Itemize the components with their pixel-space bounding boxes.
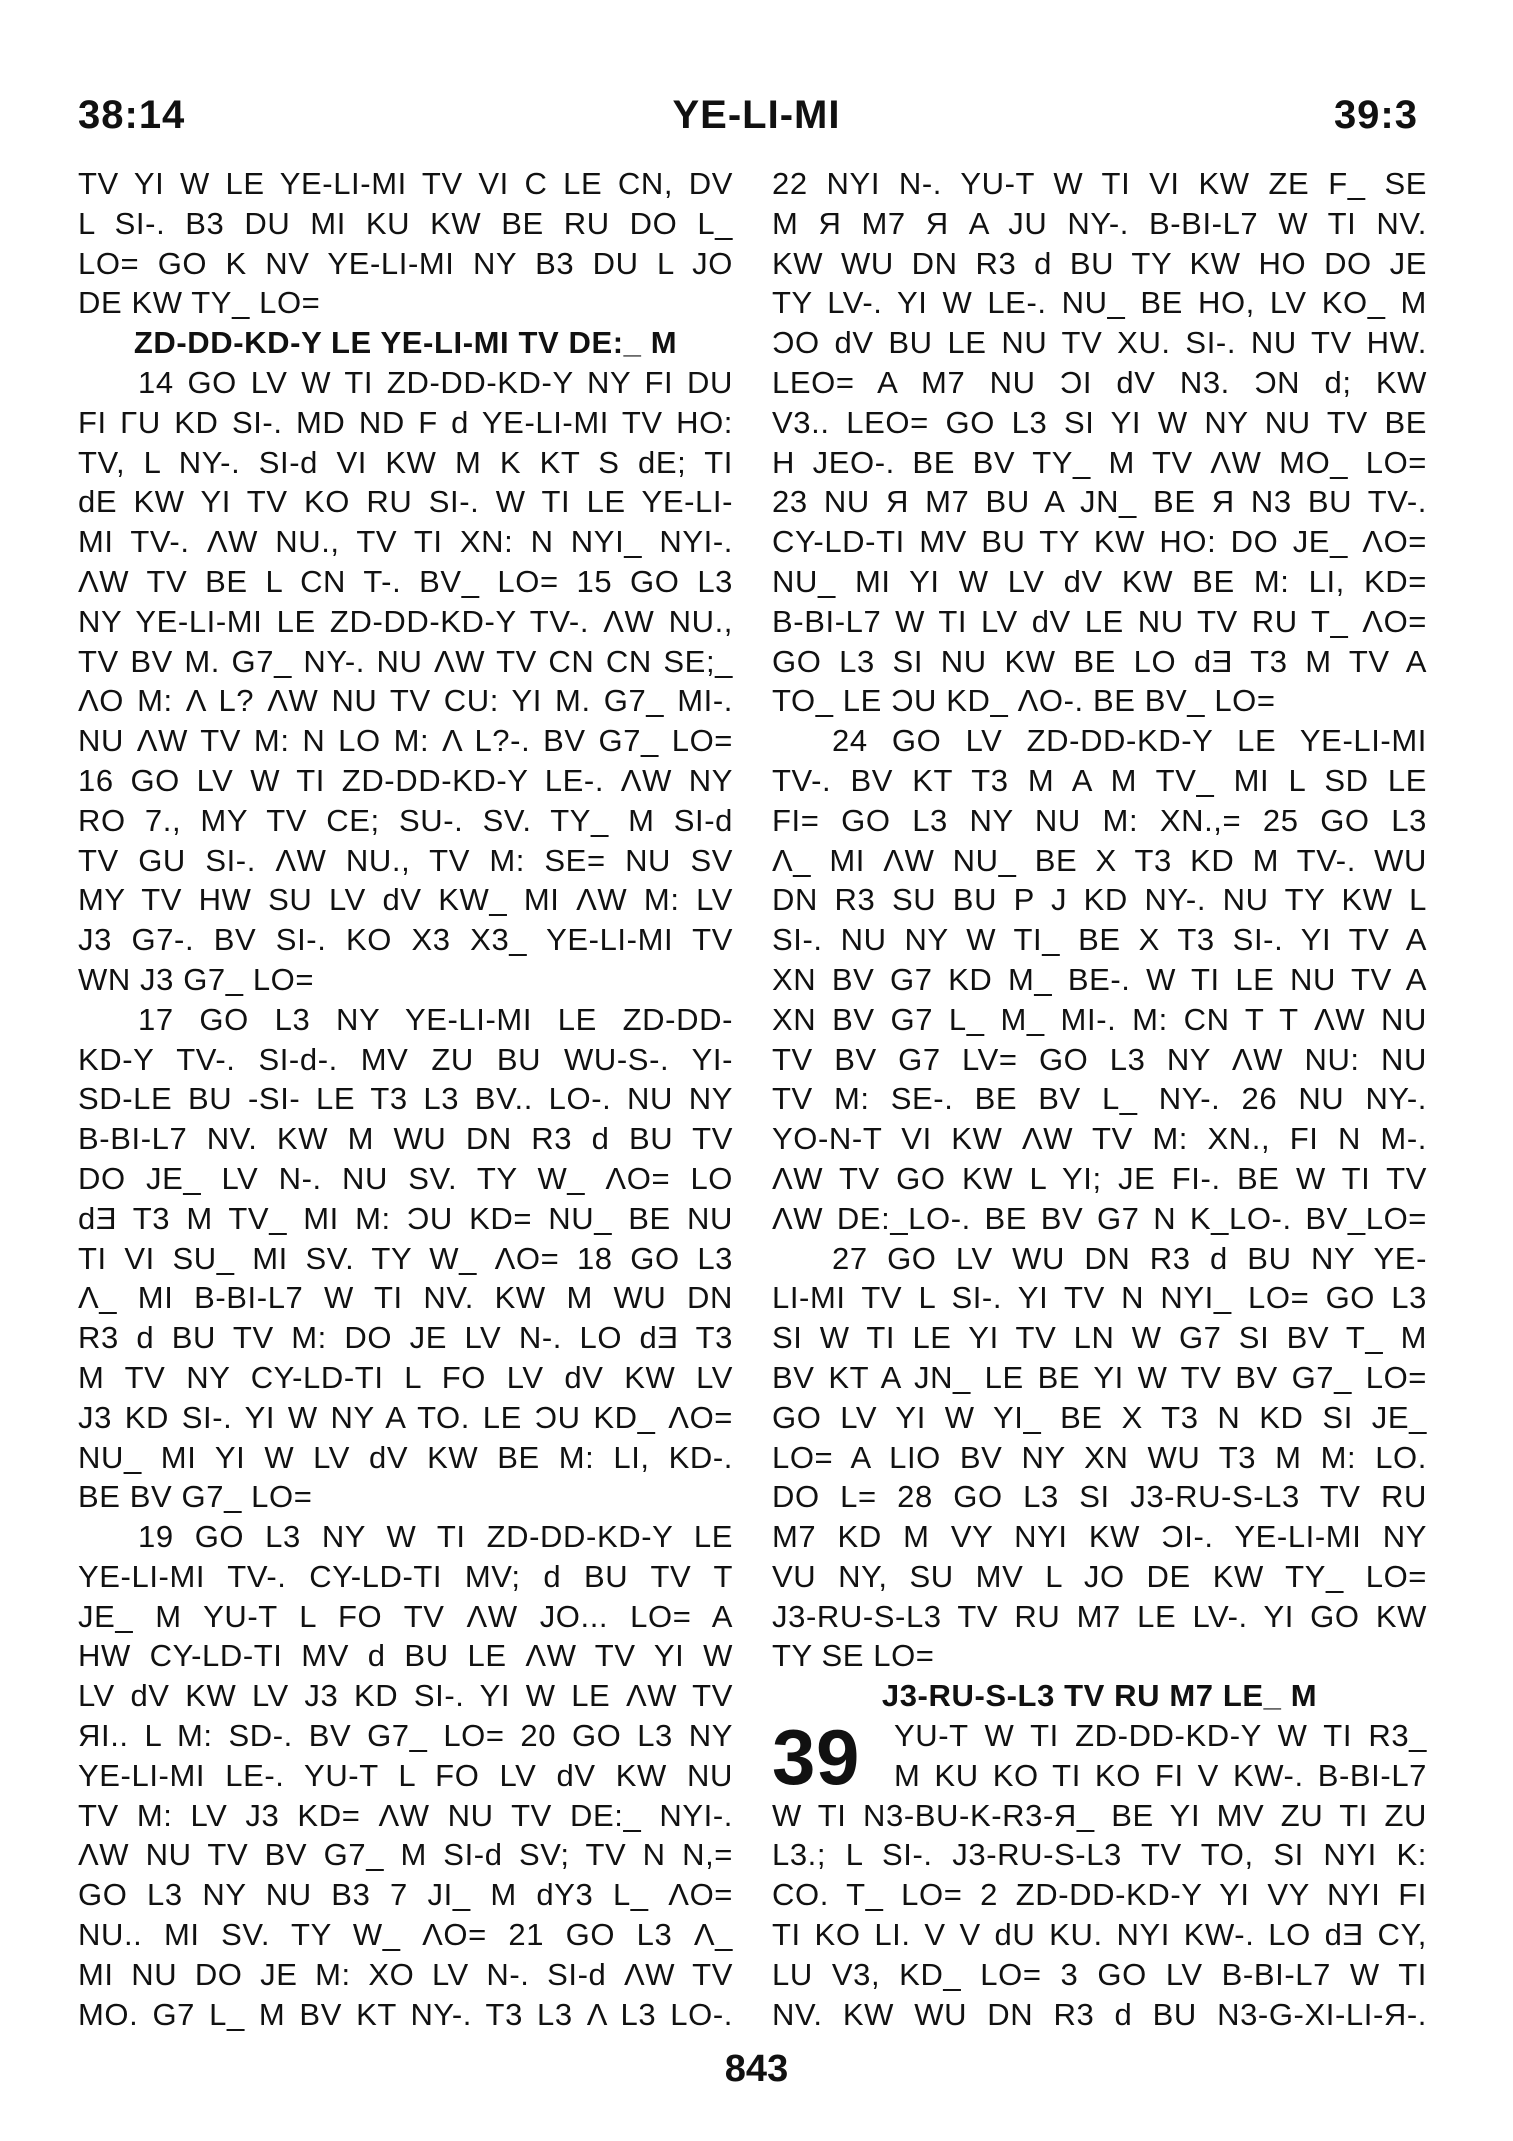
text-line: NU.. MI SV. TY W_ ΛO= 21 GO L3 Λ_ (78, 1917, 733, 1953)
header-right-reference: 39:3 (1333, 93, 1418, 137)
text-line: M TV NY CY-LD-TI L FO LV dV KW LV (78, 1359, 733, 1395)
text-line: TV YI W LE YE-LI-MI TV VI C LE CN, DV (78, 166, 733, 201)
text-line: 16 GO LV W TI ZD-DD-KD-Y LE-. ΛW NY (78, 762, 733, 798)
page-number: 843 (724, 2048, 789, 2090)
text-line: TV BV M. G7_ NY-. NU ΛW TV CN CN SE;_ (78, 643, 733, 679)
text-line: CY-LD-TI MV BU TY KW HO: DO JE_ ΛO= (772, 524, 1427, 560)
text-line: BV KT A JN_ LE BE YI W TV BV G7_ LO= (772, 1359, 1427, 1395)
text-line: MI TV-. ΛW NU., TV TI XN: N NYI_ NYI-. (78, 524, 733, 560)
text-line: H JEO-. BE BV TY_ M TV ΛW MO_ LO= (772, 444, 1427, 480)
text-line: B-BI-L7 W TI LV dV LE NU TV RU T_ ΛO= (772, 603, 1427, 639)
text-line: MO. G7 L_ M BV KT NY-. T3 L3 Λ L3 LO-. (78, 1996, 733, 2032)
text-line: ЯI.. L M: SD-. BV G7_ LO= 20 GO L3 NY (78, 1718, 733, 1754)
text-line: GO L3 SI NU KW BE LO dƎ T3 M TV A (772, 643, 1427, 679)
text-line: B-BI-L7 NV. KW M WU DN R3 d BU TV (78, 1121, 733, 1157)
text-line: TV BV G7 LV= GO L3 NY ΛW NU: NU (772, 1041, 1427, 1077)
text-line: TY SE LO= (772, 1638, 935, 1674)
text-line: YO-N-T VI KW ΛW TV M: XN., FI N M-. (772, 1121, 1427, 1157)
text-line: ΛW DE:_LO-. BE BV G7 N K_LO-. BV_LO= (772, 1200, 1427, 1236)
text-line: TI VI SU_ MI SV. TY W_ ΛO= 18 GO L3 (78, 1240, 733, 1276)
text-line: YE-LI-MI TV-. CY-LD-TI MV; d BU TV T (78, 1558, 733, 1594)
text-line: V3.. LEO= GO L3 SI YI W NY NU TV BE (772, 404, 1427, 440)
text-line: dE KW YI TV KO RU SI-. W TI LE YE-LI- (78, 484, 733, 520)
text-line: TV GU SI-. ΛW NU., TV M: SE= NU SV (78, 842, 733, 878)
text-line: SD-LE BU -SI- LE T3 L3 BV.. LO-. NU NY (78, 1081, 733, 1117)
text-line: J3 G7-. BV SI-. KO X3 X3_ YE-LI-MI TV (78, 922, 733, 958)
text-line: ΛW TV BE L CN T-. BV_ LO= 15 GO L3 (78, 563, 733, 599)
text-line: 17 GO L3 NY YE-LI-MI LE ZD-DD- (138, 1001, 733, 1037)
text-line: Λ_ MI B-BI-L7 W TI NV. KW M WU DN (78, 1280, 733, 1316)
text-line: FI ΓU KD SI-. MD ND F d YE-LI-MI TV HO: (78, 404, 733, 440)
text-line: ΛW NU TV BV G7_ M SI-d SV; TV N N,= (78, 1837, 733, 1873)
text-line: W TI N3-BU-K-R3-Я_ BE YI MV ZU TI ZU (772, 1797, 1427, 1833)
text-line: LEO= A M7 NU ƆI dV N3. ƆN d; KW (772, 364, 1427, 400)
text-line: ΛO M: Λ L? ΛW NU TV CU: YI M. G7_ MI-. (78, 683, 733, 719)
text-line: BE BV G7_ LO= (78, 1479, 313, 1515)
text-line: MI NU DO JE M: XO LV N-. SI-d ΛW TV (78, 1956, 733, 1992)
text-line: M Я M7 Я A JU NY-. B-BI-L7 W TI NV. (772, 205, 1427, 241)
text-line: TI KO LI. V V dU KU. NYI KW-. LO dƎ CY, (772, 1917, 1427, 1953)
text-line: J3-RU-S-L3 TV RU M7 LE LV-. YI GO KW (772, 1598, 1427, 1634)
section-heading: ZD-DD-KD-Y LE YE-LI-MI TV DE:_ M (133, 325, 678, 361)
text-line: 14 GO LV W TI ZD-DD-KD-Y NY FI DU (138, 364, 733, 400)
text-line: NU ΛW TV M: N LO M: Λ L?-. BV G7_ LO= (78, 723, 733, 759)
text-line: DO JE_ LV N-. NU SV. TY W_ ΛO= LO (78, 1160, 733, 1196)
text-line: DN R3 SU BU P J KD NY-. NU TY KW L (772, 882, 1427, 918)
text-line: NU_ MI YI W LV dV KW BE M: LI, KD= (772, 563, 1427, 599)
text-line: M7 KD M VY NYI KW ƆI-. YE-LI-MI NY (772, 1519, 1427, 1555)
text-line: WN J3 G7_ LO= (78, 961, 315, 997)
text-line: L SI-. B3 DU MI KU KW BE RU DO L_ (78, 205, 733, 241)
text-line: 22 NYI N-. YU-T W TI VI KW ZE F_ SE (772, 166, 1427, 201)
text-line: R3 d BU TV M: DO JE LV N-. LO dƎ T3 (78, 1320, 733, 1356)
text-line: 27 GO LV WU DN R3 d BU NY YE- (832, 1240, 1427, 1276)
text-line: 24 GO LV ZD-DD-KD-Y LE YE-LI-MI (832, 723, 1427, 759)
text-line: ΛW TV GO KW L YI; JE FI-. BE W TI TV (772, 1160, 1427, 1196)
text-line: TV-. BV KT T3 M A M TV_ MI L SD LE (772, 762, 1427, 798)
text-line: TV M: LV J3 KD= ΛW NU TV DE:_ NYI-. (78, 1797, 733, 1833)
text-line: TV M: SE-. BE BV L_ NY-. 26 NU NY-. (772, 1081, 1427, 1117)
text-line: GO L3 NY NU B3 7 JI_ M dY3 L_ ΛO= (78, 1877, 733, 1913)
text-line: RO 7., MY TV CE; SU-. SV. TY_ M SI-d (78, 802, 733, 838)
text-line: MY TV HW SU LV dV KW_ MI ΛW M: LV (78, 882, 733, 918)
section-heading: J3-RU-S-L3 TV RU M7 LE_ M (881, 1678, 1318, 1714)
text-line: DO L= 28 GO L3 SI J3-RU-S-L3 TV RU (772, 1479, 1427, 1515)
text-line: 19 GO L3 NY W TI ZD-DD-KD-Y LE (138, 1519, 733, 1555)
text-line: XN BV G7 KD M_ BE-. W TI LE NU TV A (772, 961, 1427, 997)
text-line: LO= GO K NV YE-LI-MI NY B3 DU L JO (78, 245, 733, 281)
text-line: XN BV G7 L_ M_ MI-. M: CN T T ΛW NU (772, 1001, 1427, 1037)
text-line: YE-LI-MI LE-. YU-T L FO LV dV KW NU (78, 1757, 733, 1793)
text-line: dƎ T3 M TV_ MI M: ƆU KD= NU_ BE NU (78, 1200, 733, 1236)
text-line: M KU KO TI KO FI V KW-. B-BI-L7 (894, 1757, 1427, 1793)
left-text-column (78, 164, 733, 2034)
text-line: SI-. NU NY W TI_ BE X T3 SI-. YI TV A (772, 922, 1427, 958)
text-line: ƆO dV BU LE NU TV XU. SI-. NU TV HW. (772, 325, 1427, 361)
text-line: NY YE-LI-MI LE ZD-DD-KD-Y TV-. ΛW NU., (78, 603, 733, 639)
text-line: NV. KW WU DN R3 d BU N3-G-XI-LI-Я-. (772, 1996, 1427, 2032)
text-line: DE KW TY_ LO= (78, 285, 321, 321)
chapter-number: 39 (772, 1713, 860, 1802)
text-line: 23 NU Я M7 BU A JN_ BE Я N3 BU TV-. (772, 484, 1427, 520)
header-book-title: YE-LI-MI (672, 93, 841, 137)
text-line: SI W TI LE YI TV LN W G7 SI BV T_ M (772, 1320, 1427, 1356)
text-line: LV dV KW LV J3 KD SI-. YI W LE ΛW TV (78, 1678, 733, 1714)
text-line: VU NY, SU MV L JO DE KW TY_ LO= (772, 1558, 1427, 1594)
text-line: Λ_ MI ΛW NU_ BE X T3 KD M TV-. WU (772, 842, 1427, 878)
text-line: LU V3, KD_ LO= 3 GO LV B-BI-L7 W TI (772, 1956, 1427, 1992)
text-line: JE_ M YU-T L FO TV ΛW JO... LO= A (78, 1598, 733, 1634)
text-line: TO_ LE ƆU KD_ ΛO-. BE BV_ LO= (772, 683, 1276, 719)
text-line: YU-T W TI ZD-DD-KD-Y W TI R3_ (894, 1718, 1427, 1754)
right-text-column (772, 164, 1427, 2034)
text-line: KW WU DN R3 d BU TY KW HO DO JE (772, 245, 1427, 281)
text-line: GO LV YI W YI_ BE X T3 N KD SI JE_ (772, 1399, 1427, 1435)
text-line: TY LV-. YI W LE-. NU_ BE HO, LV KO_ M (772, 285, 1427, 321)
text-line: CO. T_ LO= 2 ZD-DD-KD-Y YI VY NYI FI (772, 1877, 1427, 1913)
text-line: TV, L NY-. SI-d VI KW M K KT S dE; TI (78, 444, 733, 480)
text-line: FI= GO L3 NY NU M: XN.,= 25 GO L3 (772, 802, 1427, 838)
text-line: LO= A LIO BV NY XN WU T3 M M: LO. (772, 1439, 1427, 1475)
text-line: NU_ MI YI W LV dV KW BE M: LI, KD-. (78, 1439, 733, 1475)
text-line: KD-Y TV-. SI-d-. MV ZU BU WU-S-. YI- (78, 1041, 733, 1077)
text-line: L3.; L SI-. J3-RU-S-L3 TV TO, SI NYI K: (772, 1837, 1427, 1873)
text-line: LI-MI TV L SI-. YI TV N NYI_ LO= GO L3 (772, 1280, 1427, 1316)
text-line: J3 KD SI-. YI W NY A TO. LE ƆU KD_ ΛO= (78, 1399, 733, 1435)
text-line: HW CY-LD-TI MV d BU LE ΛW TV YI W (78, 1638, 733, 1674)
header-left-reference: 38:14 (78, 93, 186, 137)
